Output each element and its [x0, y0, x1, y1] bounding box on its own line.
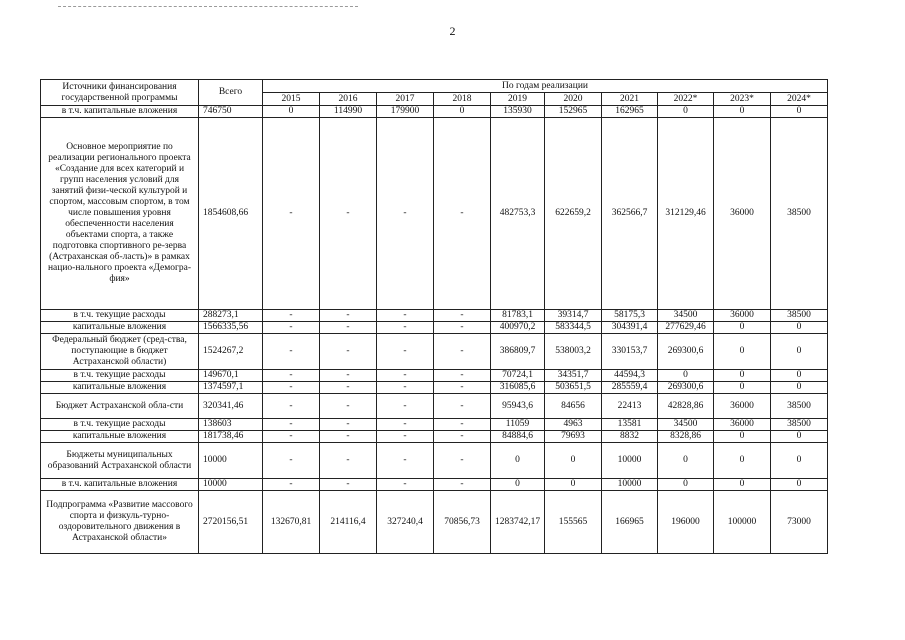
row-year-value: 84884,6 — [491, 431, 545, 443]
row-year-value: - — [263, 310, 320, 322]
header-year: 2015 — [263, 93, 320, 106]
row-source-label: капитальные вложения — [41, 431, 199, 443]
row-year-value: - — [377, 431, 434, 443]
row-year-value: 269300,6 — [658, 382, 714, 394]
row-year-value: - — [434, 419, 491, 431]
row-total: 10000 — [199, 479, 263, 491]
table-row — [41, 382, 828, 394]
row-year-value: 0 — [714, 334, 771, 370]
row-year-value: 0 — [714, 479, 771, 491]
row-year-value: 8832 — [602, 431, 658, 443]
row-year-value: 503651,5 — [545, 382, 602, 394]
row-year-value: - — [320, 394, 377, 419]
row-year-value: 38500 — [771, 310, 828, 322]
row-year-value: 1283742,17 — [491, 491, 545, 554]
row-total: 181738,46 — [199, 431, 263, 443]
header-year: 2021 — [602, 93, 658, 106]
table-row — [41, 443, 828, 479]
row-source-label: в т.ч. капитальные вложения — [41, 479, 199, 491]
row-year-value: - — [320, 334, 377, 370]
row-year-value: 538003,2 — [545, 334, 602, 370]
header-year: 2017 — [377, 93, 434, 106]
row-source-label: в т.ч. текущие расходы — [41, 310, 199, 322]
row-total: 320341,46 — [199, 394, 263, 419]
row-year-value: - — [320, 479, 377, 491]
row-year-value: - — [434, 118, 491, 310]
financing-table — [40, 79, 828, 554]
row-year-value: 100000 — [714, 491, 771, 554]
row-year-value: 70724,1 — [491, 370, 545, 382]
row-year-value: 400970,2 — [491, 322, 545, 334]
row-year-value: - — [320, 322, 377, 334]
header-total: Всего — [199, 80, 263, 106]
row-year-value: 0 — [434, 106, 491, 118]
row-year-value: 38500 — [771, 394, 828, 419]
row-year-value: - — [377, 370, 434, 382]
row-total: 149670,1 — [199, 370, 263, 382]
row-source-label: Основное мероприятие по реализации регионального проекта «Создание для всех категорий и групп населения условий для занятий физи-ческой культурой и спортом, массовым спортом, в том числе повышения уровня обеспеченности населения объектами спорта, а также подготовка спортивного ре-зерва (Астраханская об-ласть)» в рамках нацио-нального проекта «Демогра-фия» — [41, 118, 199, 310]
row-year-value: 114990 — [320, 106, 377, 118]
row-year-value: 0 — [771, 443, 828, 479]
row-year-value: 58175,3 — [602, 310, 658, 322]
row-year-value: 39314,7 — [545, 310, 602, 322]
row-year-value: - — [320, 118, 377, 310]
row-year-value: 22413 — [602, 394, 658, 419]
row-year-value: - — [320, 431, 377, 443]
row-year-value: - — [377, 394, 434, 419]
row-source-label: Бюджеты муниципальных образований Астраханской области — [41, 443, 199, 479]
row-year-value: - — [320, 382, 377, 394]
row-year-value: - — [263, 382, 320, 394]
row-year-value: 34500 — [658, 310, 714, 322]
row-year-value: 0 — [714, 322, 771, 334]
row-year-value: - — [434, 334, 491, 370]
table-row — [41, 394, 828, 419]
row-year-value: - — [320, 443, 377, 479]
row-year-value: 0 — [714, 106, 771, 118]
table-row — [41, 370, 828, 382]
row-year-value: 0 — [771, 479, 828, 491]
row-year-value: 135930 — [491, 106, 545, 118]
row-year-value: 214116,4 — [320, 491, 377, 554]
row-year-value: 0 — [658, 443, 714, 479]
row-year-value: - — [377, 310, 434, 322]
row-year-value: 10000 — [602, 479, 658, 491]
row-year-value: 179900 — [377, 106, 434, 118]
row-year-value: - — [377, 334, 434, 370]
row-year-value: - — [263, 419, 320, 431]
row-year-value: 327240,4 — [377, 491, 434, 554]
row-year-value: 4963 — [545, 419, 602, 431]
header-years-group: По годам реализации — [263, 80, 828, 93]
table-row — [41, 431, 828, 443]
row-year-value: 132670,81 — [263, 491, 320, 554]
row-year-value: - — [263, 322, 320, 334]
row-year-value: 269300,6 — [658, 334, 714, 370]
row-year-value: 482753,3 — [491, 118, 545, 310]
header-year: 2020 — [545, 93, 602, 106]
row-year-value: - — [263, 443, 320, 479]
row-year-value: 312129,46 — [658, 118, 714, 310]
row-year-value: - — [263, 334, 320, 370]
row-year-value: 304391,4 — [602, 322, 658, 334]
table-row — [41, 310, 828, 322]
row-year-value: - — [377, 479, 434, 491]
row-year-value: 0 — [714, 382, 771, 394]
row-year-value: - — [434, 322, 491, 334]
header-year: 2016 — [320, 93, 377, 106]
row-total: 1854608,66 — [199, 118, 263, 310]
row-year-value: - — [377, 443, 434, 479]
row-year-value: 386809,7 — [491, 334, 545, 370]
row-year-value: - — [434, 394, 491, 419]
header-year: 2024* — [771, 93, 828, 106]
table-row — [41, 106, 828, 118]
row-year-value: - — [320, 370, 377, 382]
row-total: 1374597,1 — [199, 382, 263, 394]
row-year-value: - — [434, 443, 491, 479]
row-source-label: Федеральный бюджет (сред-ства, поступающие в бюджет Астраханской области) — [41, 334, 199, 370]
table-row — [41, 491, 828, 554]
row-year-value: - — [377, 118, 434, 310]
row-year-value: 0 — [714, 370, 771, 382]
row-source-label: в т.ч. текущие расходы — [41, 370, 199, 382]
row-year-value: - — [434, 382, 491, 394]
table-row — [41, 419, 828, 431]
row-year-value: 316085,6 — [491, 382, 545, 394]
row-source-label: капитальные вложения — [41, 382, 199, 394]
row-year-value: - — [377, 322, 434, 334]
row-year-value: - — [434, 479, 491, 491]
row-year-value: - — [434, 431, 491, 443]
page-number: 2 — [449, 24, 456, 38]
table-row — [41, 334, 828, 370]
row-year-value: 0 — [545, 443, 602, 479]
row-total: 10000 — [199, 443, 263, 479]
top-dashed-line — [58, 6, 358, 7]
row-year-value: - — [263, 431, 320, 443]
row-year-value: 34351,7 — [545, 370, 602, 382]
row-year-value: 330153,7 — [602, 334, 658, 370]
row-year-value: 0 — [771, 322, 828, 334]
row-total: 138603 — [199, 419, 263, 431]
row-year-value: - — [263, 370, 320, 382]
row-year-value: 8328,86 — [658, 431, 714, 443]
row-year-value: 84656 — [545, 394, 602, 419]
table-row — [41, 322, 828, 334]
row-source-label: Подпрограмма «Развитие массового спорта и физкуль-турно-оздоровительного движения в Астраханской области» — [41, 491, 199, 554]
table-row — [41, 479, 828, 491]
row-year-value: 0 — [714, 443, 771, 479]
row-year-value: 36000 — [714, 394, 771, 419]
row-source-label: в т.ч. капитальные вложения — [41, 106, 199, 118]
row-year-value: - — [263, 479, 320, 491]
row-year-value: 0 — [491, 443, 545, 479]
row-year-value: 38500 — [771, 118, 828, 310]
row-year-value: 44594,3 — [602, 370, 658, 382]
row-year-value: 0 — [714, 431, 771, 443]
row-year-value: 36000 — [714, 419, 771, 431]
row-year-value: 81783,1 — [491, 310, 545, 322]
row-year-value: 285559,4 — [602, 382, 658, 394]
header-year: 2023* — [714, 93, 771, 106]
header-year: 2019 — [491, 93, 545, 106]
row-total: 1566335,56 — [199, 322, 263, 334]
row-year-value: 196000 — [658, 491, 714, 554]
header-source: Источники финансирования государственной программы — [41, 80, 199, 106]
row-year-value: 0 — [658, 106, 714, 118]
row-year-value: 166965 — [602, 491, 658, 554]
header-row-1 — [41, 80, 828, 93]
row-year-value: - — [320, 310, 377, 322]
row-total: 746750 — [199, 106, 263, 118]
row-source-label: Бюджет Астраханской обла-сти — [41, 394, 199, 419]
row-year-value: 277629,46 — [658, 322, 714, 334]
row-year-value: 73000 — [771, 491, 828, 554]
row-year-value: - — [263, 118, 320, 310]
row-year-value: 13581 — [602, 419, 658, 431]
row-year-value: - — [263, 394, 320, 419]
row-year-value: 0 — [491, 479, 545, 491]
row-year-value: 583344,5 — [545, 322, 602, 334]
row-year-value: 36000 — [714, 310, 771, 322]
row-year-value: 362566,7 — [602, 118, 658, 310]
row-year-value: 162965 — [602, 106, 658, 118]
row-year-value: 152965 — [545, 106, 602, 118]
row-year-value: - — [320, 419, 377, 431]
row-year-value: 622659,2 — [545, 118, 602, 310]
row-year-value: - — [434, 310, 491, 322]
row-year-value: 79693 — [545, 431, 602, 443]
row-total: 288273,1 — [199, 310, 263, 322]
row-year-value: 0 — [545, 479, 602, 491]
row-source-label: капитальные вложения — [41, 322, 199, 334]
row-year-value: 38500 — [771, 419, 828, 431]
row-year-value: 0 — [771, 431, 828, 443]
row-total: 2720156,51 — [199, 491, 263, 554]
row-year-value: 0 — [771, 106, 828, 118]
row-year-value: - — [434, 370, 491, 382]
row-year-value: - — [377, 419, 434, 431]
row-year-value: 10000 — [602, 443, 658, 479]
row-year-value: 0 — [658, 479, 714, 491]
row-year-value: 0 — [263, 106, 320, 118]
row-year-value: 0 — [771, 382, 828, 394]
row-year-value: 42828,86 — [658, 394, 714, 419]
header-year: 2018 — [434, 93, 491, 106]
row-year-value: 0 — [771, 370, 828, 382]
row-year-value: 0 — [771, 334, 828, 370]
row-year-value: 95943,6 — [491, 394, 545, 419]
header-year: 2022* — [658, 93, 714, 106]
row-year-value: 0 — [658, 370, 714, 382]
row-year-value: - — [377, 382, 434, 394]
row-total: 1524267,2 — [199, 334, 263, 370]
row-year-value: 34500 — [658, 419, 714, 431]
row-source-label: в т.ч. текущие расходы — [41, 419, 199, 431]
table-row — [41, 118, 828, 310]
row-year-value: 36000 — [714, 118, 771, 310]
row-year-value: 11059 — [491, 419, 545, 431]
row-year-value: 70856,73 — [434, 491, 491, 554]
row-year-value: 155565 — [545, 491, 602, 554]
